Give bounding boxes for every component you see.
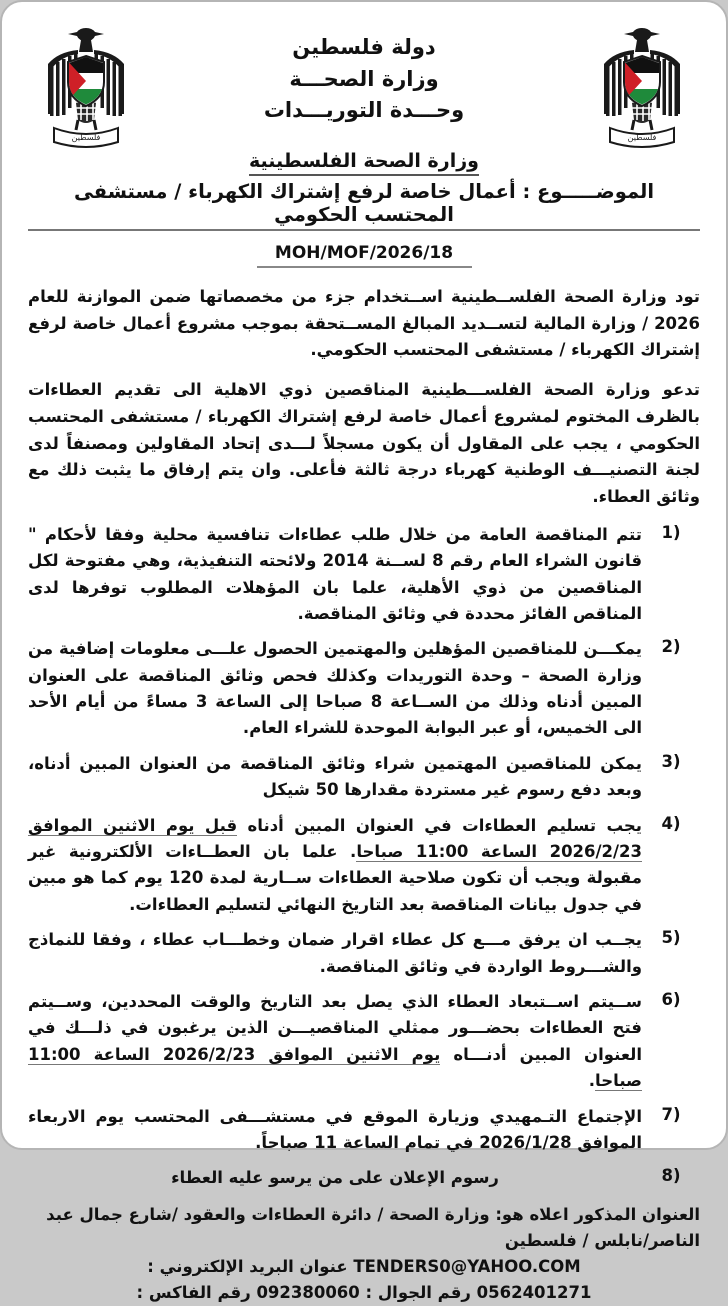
clause-number: 4) (661, 813, 681, 833)
fax-value: 092380060 (256, 1282, 360, 1302)
document-header (28, 16, 700, 156)
contact-footer (28, 1202, 700, 1306)
clause-text: يمكـــن للمناقصين المؤهلين والمهتمين الحصول علـــى معلومات إضافية من وزارة الصحة – وحدة التوريدات وكذلك فحص وثائق المناقصة على العنوان المبين أدناه وذلك من الســاعة 8 صباحا إلى الساعة 3 مساءً من أيام الأحد الى الخميس، أو عبر البوابة الموحدة للشراء العام. (28, 639, 642, 738)
phone-line (28, 1280, 700, 1306)
tender-number: MOH/MOF/2026/18 (257, 243, 472, 268)
ministry-name: وزارة الصحـــة (289, 66, 439, 91)
clause-item (28, 636, 700, 742)
email-line (28, 1254, 700, 1280)
clause-run: ســيتم اســتبعاد العطاء الذي يصل بعد التاريخ والوقت المحددين، وســيتم فتح العطاءات بحضـــور ممثلي المناقصيـــن الذين يرغبون في ذلـــك في العنوان المبين أدنـــاه (28, 992, 642, 1064)
clause-run: يجب تسليم العطاءات في العنوان المبين أدناه (237, 815, 642, 835)
email-value[interactable]: TENDERS0@YAHOO.COM (353, 1256, 581, 1276)
email-label: عنوان البريد الإلكتروني : (147, 1256, 348, 1276)
mobile-label: رقم الجوال : (365, 1282, 471, 1302)
highlighted-deadline: قبل يوم الاثنين الموافق 2026/2/23 الساعة 11:00 صباحا (28, 815, 643, 862)
highlighted-deadline: يوم الاثنين الموافق 2026/2/23 الساعة 11:00 صباحا (28, 1044, 642, 1091)
header-title-block (28, 32, 700, 127)
svg-text:فلسطين: فلسطين (71, 133, 101, 142)
clause-text: تتم المناقصة العامة من خلال طلب عطاءات تنافسية محلية وفقا لأحكام " قانون الشراء العام رقم 8 لســنة 2014 ولائحته التنفيذية، وهي مفتوحة لكل المناقصين من ذوي الأهلية، علما بان المؤهلات المطلوب توفرها لدى المناقص الفائز محددة في وثائق المناقصة. (28, 524, 642, 623)
clause-number: 6) (661, 990, 681, 1009)
clause-item (28, 927, 700, 980)
subject-line: الموضـــــوع : أعمال خاصة لرفع إشتراك الكهرباء / مستشفى المحتسب الحكومي (28, 180, 700, 231)
clause-item (28, 989, 700, 1095)
clause-item (28, 1104, 700, 1157)
intro-paragraph: تود وزارة الصحة الفلســطينية اســتخدام جزء من مخصصاتها ضمن الموازنة للعام 2026 / وزارة المالية لتســديد المبالغ المســتحقة بموجب مشروع أعمال خاصة لرفع إشتراك الكهرباء / مستشفى المحتسب الحكومي. (28, 287, 700, 360)
clause-text: الإجتماع التـمهيدي وزيارة الموقع في مستشـــفى المحتسب يوم الاربعاء الموافق 2026/1/28 في تمام الساعة 11 صباحاً. (28, 1106, 642, 1152)
ministry-title-text: وزارة الصحة الفلسطينية (249, 150, 479, 176)
clause-run: . علما بان العطــاءات الألكترونية غير مقبولة ويجب أن تكون صلاحية العطاءات ســارية لمدة 120 يوم كما هو مبين في جدول بيانات المناقصة بعد التاريخ النهائي لتسليم العطاءات. (28, 842, 642, 914)
clause-text: يجــب ان يرفق مـــع كل عطاء اقرار ضمان وخطـــاب عطاء ، وفقا للنماذج والشـــروط الواردة في وثائق المناقصة. (28, 930, 642, 976)
clause-item (28, 751, 700, 804)
clause-item (28, 522, 700, 628)
state-name: دولة فلسطين (292, 35, 436, 59)
clause-run: . (588, 1071, 596, 1091)
clause-text: رسوم الإعلان على من يرسو عليه العطاء (171, 1168, 499, 1188)
clause-number: 2) (661, 637, 681, 657)
clause-number: 3) (661, 751, 681, 771)
intro-paragraph: تدعو وزارة الصحة الفلســـطينية المناقصين ذوي الاهلية الى تقديم العطاءات بالظرف المختوم لمشروع أعمال خاصة لرفع إشتراك الكهرباء / مستشفى المحتسب الحكومي ، يجب على المقاول أن يكون مسجلاً لـــدى إتحاد المقاولين ومصنفاً لدى لجنة التصنيـــف الوطنية كهرباء درجة ثالثة فأعلى. وان يتم إرفاق ما يثبت ذلك مع وثائق العطاء. (28, 380, 700, 507)
clause-text (28, 813, 642, 919)
clause-text: يمكن للمناقصين المهتمين شراء وثائق المناقصة من العنوان المبين أدناه، وبعد دفع رسوم غير مستردة مقدارها 50 شيكل (28, 753, 642, 800)
clause-item (28, 1165, 700, 1191)
clause-list (28, 522, 700, 1192)
fax-label: رقم الفاكس : (136, 1282, 251, 1302)
clause-number: 8) (661, 1166, 681, 1186)
clause-text (28, 989, 642, 1095)
clause-item (28, 813, 700, 919)
mobile-value: 0562401271 (476, 1282, 592, 1302)
clause-number: 7) (661, 1104, 681, 1124)
clause-number: 5) (661, 928, 681, 948)
svg-text:فلسطين: فلسطين (627, 133, 657, 142)
clause-number: 1) (661, 522, 681, 542)
address-line: العنوان المذكور اعلاه هو: وزارة الصحة / دائرة العطاءات والعقود /شارع جمال عبد الناصر/نابلس / فلسطين (46, 1204, 700, 1250)
unit-name: وحـــدة التوريـــدات (263, 98, 465, 122)
